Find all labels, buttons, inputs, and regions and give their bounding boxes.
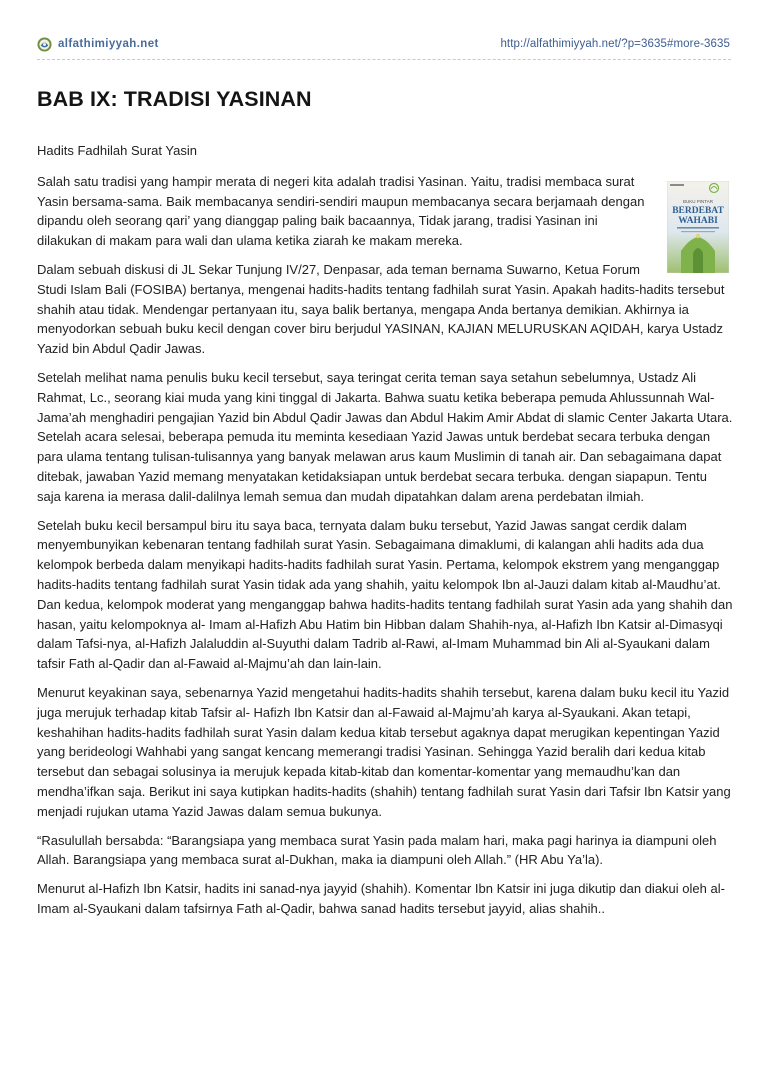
paragraph-5: Menurut keyakinan saya, sebenarnya Yazid mengetahui hadits-hadits shahih tersebut, karena dalam buku kecil itu Yazid juga merujuk terhadap kitab Tafsir al- Hafizh Ibn Katsir dan al-Fawaid al-Majmu’ah karya al-Syaukani. Akan tetapi, keshahihan hadits-hadits fadhilah surat Yasin dalam kedua kitab tersebut agaknya dapat merugikan kepentingan Yazid yang berideologi Wahhabi yang sangat kencang memerangi tradisi Yasinan. Sehingga Yazid beralih dari kedua kitab tersebut dan sebagai solusinya ia merujuk kepada kitab-kitab dan komentar-komentar yang memaudhu’kan dan mendha’ifkan saja. Berikut ini saya kutipkan hadits-hadits (shahih) tentang fadhilah surat Yasin dari Tafsir Ibn Katsir yang menjadi rujukan utama Yazid Jawas dalam semua bukunya. bbox=[37, 684, 731, 819]
paragraph-3: Setelah melihat nama penulis buku kecil tersebut, saya teringat cerita teman saya setahun sebelumnya, Ustadz Ali Rahmat, Lc., seorang kiai muda yang kini tinggal di Jakarta. Bahwa suatu ketika beberapa pemuda Ahlussunnah Wal-Jama’ah menghadiri pengajian Yazid bin Abdul Qadir Jawas dan Abdul Hakim Amir Abdat di slamic Center Jakarta Utara. Setelah acara selesai, beberapa pemuda itu meminta kesediaan Yazid Jawas untuk berdebat secara terbuka dengan para ulama tentang tulisan-tulisannya yang banyak melawan arus kaum Muslimin di tanah air. Dan sebagaimana dapat ditebak, jawaban Yazid memang menyatakan ketidaksiapan untuk berdebat secara terbuka. dengan siapapun. Tentu saja karena ia merasa dalil-dalilnya lemah semua dan mudah dipatahkan dalam arena perdebatan ilmiah. bbox=[37, 369, 733, 504]
book-cover-image[interactable] bbox=[667, 181, 729, 273]
article-subtitle: Hadits Fadhilah Surat Yasin bbox=[37, 143, 197, 158]
article-title: BAB IX: TRADISI YASINAN bbox=[37, 87, 312, 111]
page-url-link[interactable]: http://alfathimiyyah.net/?p=3635#more-3635 bbox=[500, 38, 730, 50]
hadith-quote: “Rasulullah bersabda: “Barangsiapa yang membaca surat Yasin pada malam hari, maka pagi harinya ia diampuni oleh Allah. Barangsiapa yang membaca surat al-Dukhan, maka ia diampuni oleh Allah.” (HR Abu Ya’la). bbox=[37, 832, 717, 868]
book-cover-top-text: BUKU PINTAR bbox=[683, 198, 713, 204]
site-logo-icon bbox=[37, 37, 52, 52]
paragraph-1: Salah satu tradisi yang hampir merata di negeri kita adalah tradisi Yasinan. Yaitu, tradisi membaca surat Yasin bersama-sama. Baik membacanya sendiri-sendiri maupun membacanya secara berjamaah dengan dipandu oleh seorang qari’ yang dianggap paling baik bacaannya, Tidak jarang, tradisi Yasinan ini dilakukan di makam para wali dan ulama ketika ziarah ke makam mereka. bbox=[37, 173, 645, 249]
article-body bbox=[37, 141, 734, 928]
paragraph-2: Dalam sebuah diskusi di JL Sekar Tunjung IV/27, Denpasar, ada teman bernama Suwarno, Ketua Forum Studi Islam Bali (FOSIBA) bertanya, mengenai hadits-hadits tentang fadhilah surat Yasin. Apakah hadits-hadits tersebut shahih atau tidak. Mendengar pertanyaan itu, saya balik bertanya, mengapa Anda bertanya demikian. Akhirnya ia menyodorkan sebuah buku kecil dengan cover biru berjudul YASINAN, KAJIAN MELURUSKAN AQIDAH, karya Ustadz Yazid bin Abdul Qadir Jawas. bbox=[37, 261, 725, 357]
paragraph-4: Setelah buku kecil bersampul biru itu saya baca, ternyata dalam buku tersebut, Yazid Jawas sangat cerdik dalam menyembunyikan kebenaran tentang fadhilah surat Yasin. Sebagaimana dimaklumi, di kalangan ahli hadits ada dua kelompok berbeda dalam menyikapi hadits-hadits fadhilah surat Yasin. Pertama, kelompok ekstrem yang menganggap hadits-hadits tentang fadhilah surat Yasin tidak ada yang shahih, yaitu kelompok Ibn al-Jauzi dalam kitab al-Maudhu’at. Dan kedua, kelompok moderat yang menganggap bahwa hadits-hadits tentang fadhilah surat Yasin ada yang shahih dan hasan, yaitu kelompoknya al- Imam al-Hafizh Abu Hatim bin Hibban dalam Shahih-nya, al-Hafizh Ibn Katsir al-Dimasyqi dalam Tafsi-nya, al-Hafizh Jalaluddin al-Suyuthi dalam Tadrib al-Rawi, al-Imam Muhammad bin Ali al-Syaukani dalam tafsir Fath al-Qadir dan al-Fawaid al-Majmu’ah dan lain-lain. bbox=[37, 517, 733, 672]
book-cover-title-line1: BERDEBAT bbox=[672, 205, 724, 216]
paragraph-7: Menurut al-Hafizh Ibn Katsir, hadits ini sanad-nya jayyid (shahih). Komentar Ibn Katsir ini juga dikutip dan diakui oleh al-Imam al-Syaukani dalam tafsirnya Fath al-Qadir, bahwa sanad hadits tersebut jayyid, alias shahih.. bbox=[37, 881, 725, 916]
book-cover-title-line2: WAHABI bbox=[678, 215, 718, 226]
site-name[interactable]: alfathimiyyah.net bbox=[58, 38, 159, 50]
header-divider bbox=[37, 59, 731, 60]
page-header bbox=[37, 36, 730, 54]
